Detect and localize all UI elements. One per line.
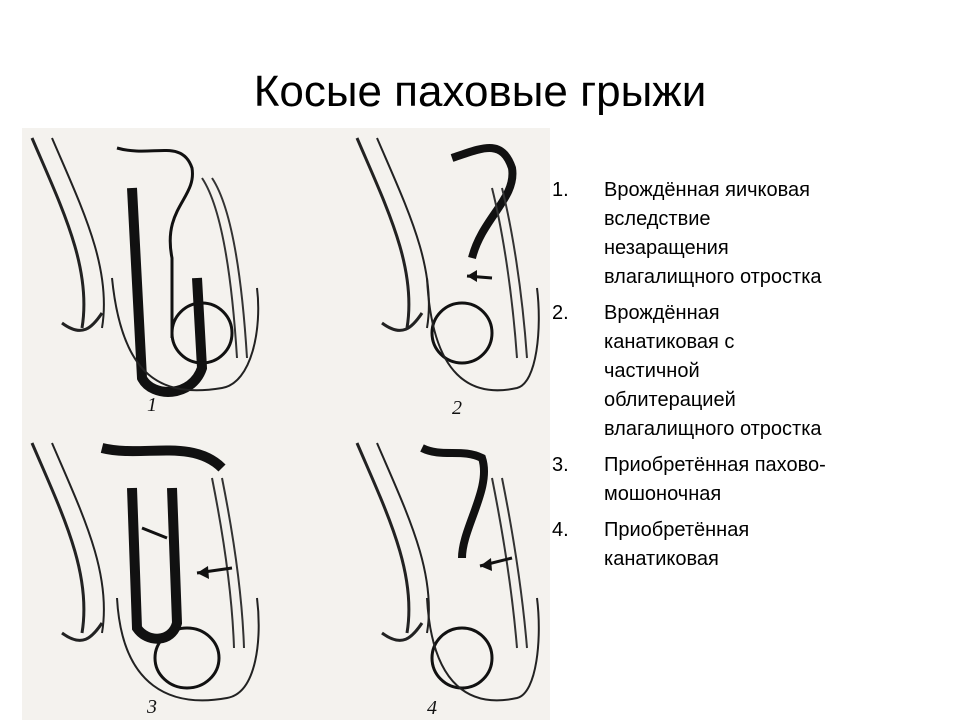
slide-title: Косые паховые грыжи xyxy=(253,67,707,116)
list-item-number: 2. xyxy=(552,302,569,324)
list-item-number: 4. xyxy=(552,519,569,541)
list-item-text: Врождённая канатиковая с частичной облитерацией влагалищного отростка xyxy=(604,302,822,440)
list-item xyxy=(552,516,942,574)
figure-label-1: 1 xyxy=(147,394,157,416)
list-item-text: Приобретённая пахово- мошоночная xyxy=(604,454,826,505)
list-item-text: Приобретённая канатиковая xyxy=(604,519,750,570)
list-item-number: 3. xyxy=(552,454,569,476)
hernia-illustration xyxy=(22,128,550,720)
list-item xyxy=(552,451,942,509)
hernia-drawings xyxy=(22,128,550,720)
figure-2-drawing xyxy=(357,138,539,419)
figure-label-2: 2 xyxy=(452,397,462,419)
figure-4-drawing xyxy=(357,443,539,719)
list-item-number: 1. xyxy=(552,179,569,201)
figure-3-drawing xyxy=(32,443,259,718)
hernia-types-list xyxy=(552,176,942,581)
list-item-text: Врождённая яичковая вследствие незаращения влагалищного отростка xyxy=(604,179,822,288)
figure-label-3: 3 xyxy=(147,696,157,718)
list-item xyxy=(552,176,942,292)
figure-label-4: 4 xyxy=(427,697,437,719)
list-item xyxy=(552,299,942,444)
figure-1-drawing xyxy=(32,138,258,416)
